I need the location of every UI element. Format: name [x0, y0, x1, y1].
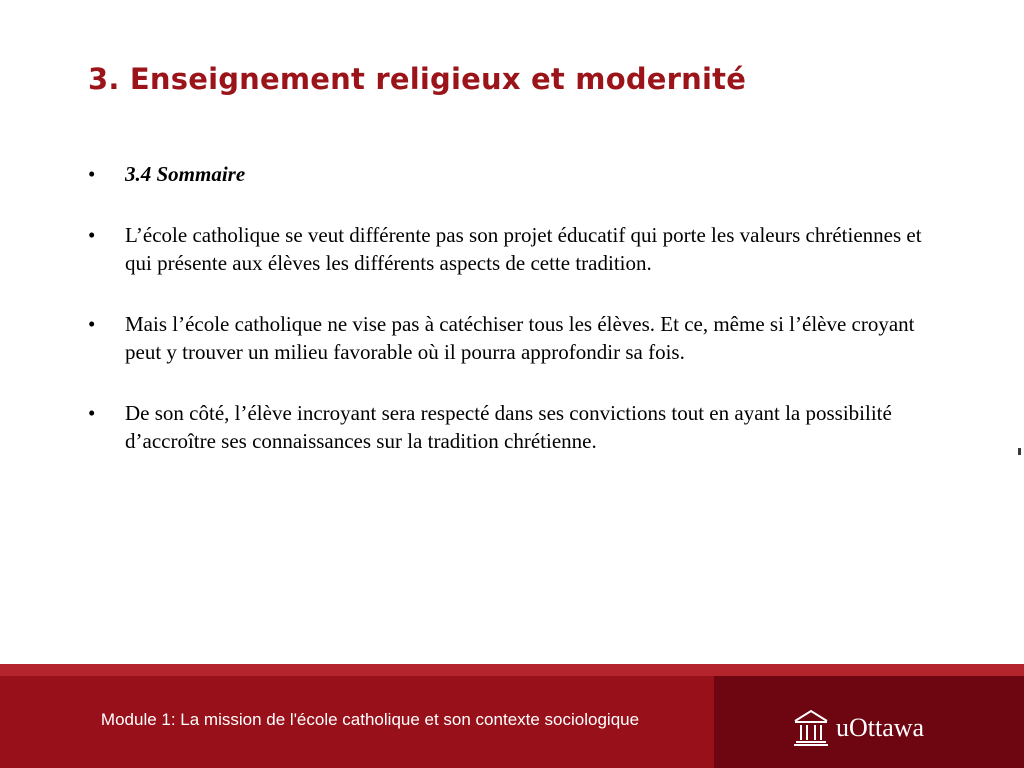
footer-caption-panel	[0, 676, 714, 768]
bullet-item	[88, 399, 948, 455]
slide-title: 3. Enseignement religieux et modernité	[88, 62, 747, 96]
bullet-dot: •	[88, 312, 96, 336]
bullet-text: Mais l’école catholique ne vise pas à catéchiser tous les élèves. Et ce, même si l’élève croyant peut y trouver un milieu favorable où il pourra approfondir sa fois.	[125, 312, 915, 364]
bullet-item-section-heading	[88, 160, 948, 188]
bullet-dot: •	[88, 401, 96, 425]
footer-accent-line	[0, 664, 1024, 676]
footer-band	[0, 664, 1024, 768]
bullet-dot: •	[88, 223, 96, 247]
uottawa-logo	[792, 706, 924, 750]
footer-caption: Module 1: La mission de l'école catholique et son contexte sociologique	[100, 710, 640, 729]
bullet-text: L’école catholique se veut différente pas son projet éducatif qui porte les valeurs chrétiennes et qui présente aux élèves les différents aspects de cette tradition.	[125, 223, 922, 275]
university-building-icon	[792, 708, 830, 748]
bullet-list	[88, 160, 948, 488]
uottawa-logo-text: uOttawa	[836, 713, 925, 742]
bullet-item	[88, 221, 948, 277]
section-heading: 3.4 Sommaire	[125, 162, 246, 186]
footer-logo-panel	[714, 676, 1024, 768]
bullet-dot: •	[88, 162, 96, 186]
bullet-text: De son côté, l’élève incroyant sera respecté dans ses convictions tout en ayant la possibilité d’accroître ses connaissances sur la tradition chrétienne.	[125, 401, 892, 453]
edge-mark	[1018, 448, 1021, 455]
bullet-item	[88, 310, 948, 366]
